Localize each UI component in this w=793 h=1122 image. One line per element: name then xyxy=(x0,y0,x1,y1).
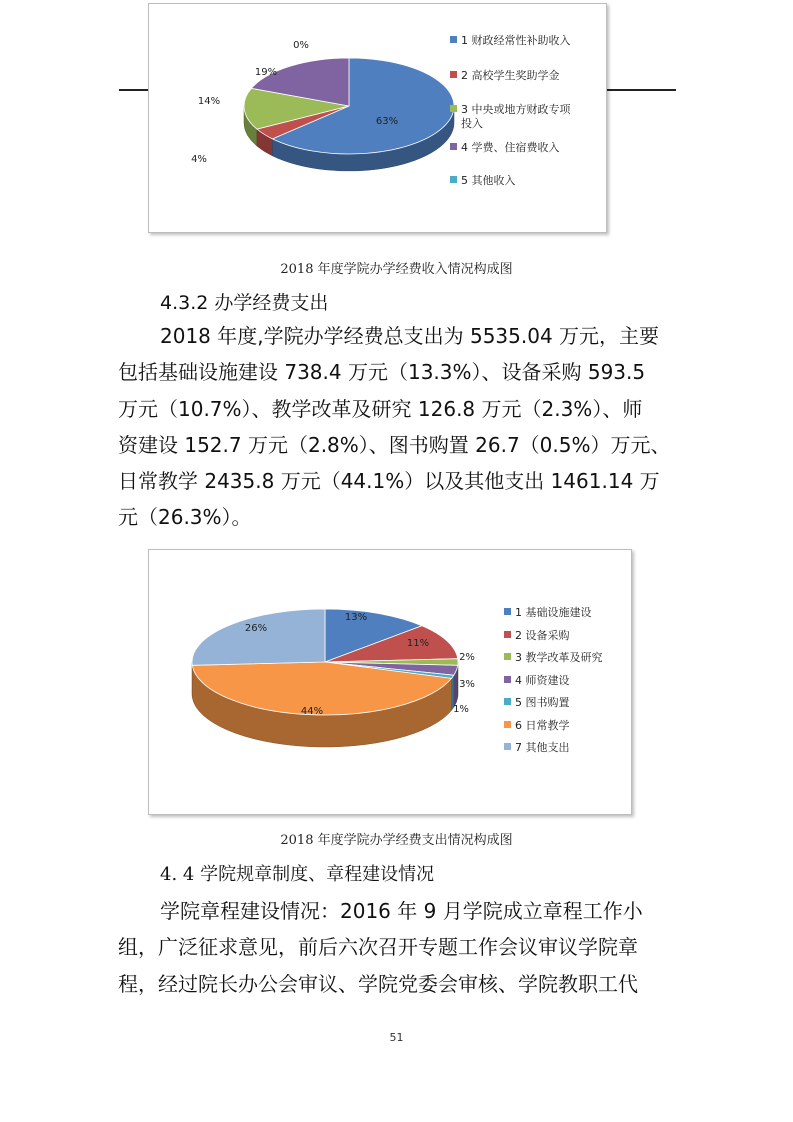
income-legend-item xyxy=(450,174,516,188)
legend-label: 5 图书购置 xyxy=(515,696,570,709)
expenditure-legend-item xyxy=(504,741,570,755)
expenditure-value-label: 1% xyxy=(453,704,469,715)
paragraph-line: 包括基础设施建设 738.4 万元（13.3%）、设备采购 593.5 xyxy=(118,360,646,385)
legend-swatch xyxy=(450,71,457,78)
section-heading-regulations: 4. 4 学院规章制度、章程建设情况 xyxy=(160,864,435,885)
legend-swatch xyxy=(504,676,511,683)
expenditure-value-label: 13% xyxy=(344,612,368,623)
legend-label: 5 其他收入 xyxy=(461,174,516,187)
expenditure-legend-item xyxy=(504,606,592,620)
expenditure-legend-item xyxy=(504,674,570,688)
legend-label: 4 学费、住宿费收入 xyxy=(461,141,560,154)
page-number: 51 xyxy=(389,1031,404,1044)
expenditure-value-label: 11% xyxy=(406,638,430,649)
expenditure-value-label: 26% xyxy=(244,623,268,634)
legend-label: 1 基础设施建设 xyxy=(515,606,592,619)
expenditure-value-label: 44% xyxy=(300,706,324,717)
income-value-label: 4% xyxy=(191,154,207,165)
legend-label: 3 中央或地方财政专项 xyxy=(461,103,571,116)
section-heading-expenditure: 4.3.2 办学经费支出 xyxy=(160,292,329,314)
expenditure-pie-chart xyxy=(148,549,632,815)
expenditure-chart-caption: 2018 年度学院办学经费支出情况构成图 xyxy=(280,833,513,848)
legend-label: 7 其他支出 xyxy=(515,741,570,754)
regulations-paragraph xyxy=(118,893,678,1002)
legend-swatch xyxy=(450,176,457,183)
legend-label: 6 日常教学 xyxy=(515,718,570,732)
legend-label: 4 师资建设 xyxy=(515,673,570,687)
paragraph-line: 万元（10.7%）、教学改革及研究 126.8 万元（2.3%）、师 xyxy=(118,396,643,421)
income-legend-item xyxy=(450,34,571,48)
paragraph-line: 日常教学 2435.8 万元（44.1%）以及其他支出 1461.14 万 xyxy=(118,469,660,494)
paragraph-line: 元（26.3%）。 xyxy=(118,505,252,530)
income-legend-item xyxy=(450,69,560,83)
expenditure-slice-7 xyxy=(192,609,325,665)
expenditure-legend xyxy=(504,550,629,814)
legend-label: 2 设备采购 xyxy=(515,628,570,642)
legend-swatch xyxy=(504,608,511,615)
legend-label: 2 高校学生奖助学金 xyxy=(461,69,560,82)
expenditure-legend-item xyxy=(504,651,603,665)
header-rule-left xyxy=(119,89,150,91)
paragraph-line: 资建设 152.7 万元（2.8%）、图书购置 26.7（0.5%）万元、 xyxy=(118,432,671,457)
income-legend-item xyxy=(450,103,571,131)
legend-swatch xyxy=(504,631,511,638)
header-rule-right xyxy=(606,89,676,91)
legend-swatch xyxy=(504,721,511,728)
income-value-label: 0% xyxy=(293,40,309,51)
legend-label: 投入 xyxy=(461,117,483,130)
paragraph-line: 程，经过院长办公会审议、学院党委会审核、学院教职工代 xyxy=(118,971,638,996)
income-chart-caption: 2018 年度学院办学经费收入情况构成图 xyxy=(280,262,513,277)
expenditure-legend-item xyxy=(504,696,570,710)
expenditure-value-label: 2% xyxy=(459,652,475,663)
income-value-label: 19% xyxy=(254,67,278,78)
legend-label: 3 教学改革及研究 xyxy=(515,651,603,664)
paragraph-line: 2018 年度,学院办学经费总支出为 5535.04 万元，主要 xyxy=(160,324,660,348)
legend-label: 1 财政经常性补助收入 xyxy=(461,34,571,47)
income-legend-item xyxy=(450,141,560,155)
income-legend xyxy=(450,4,600,232)
legend-swatch xyxy=(504,743,511,750)
paragraph-line: 组，广泛征求意见，前后六次召开专题工作会议审议学院章 xyxy=(118,935,638,960)
legend-swatch xyxy=(450,143,457,150)
legend-swatch xyxy=(450,36,457,43)
expenditure-value-label: 3% xyxy=(459,679,475,690)
income-value-label: 63% xyxy=(375,116,399,127)
expenditure-legend-item xyxy=(504,719,570,733)
income-value-label: 14% xyxy=(197,96,221,107)
legend-swatch xyxy=(504,653,511,660)
legend-swatch xyxy=(504,698,511,705)
income-pie-chart xyxy=(148,3,607,233)
paragraph-line: 学院章程建设情况：2016 年 9 月学院成立章程工作小 xyxy=(160,899,643,923)
legend-swatch xyxy=(450,105,457,112)
expenditure-legend-item xyxy=(504,629,570,643)
expenditure-paragraph xyxy=(118,318,678,536)
